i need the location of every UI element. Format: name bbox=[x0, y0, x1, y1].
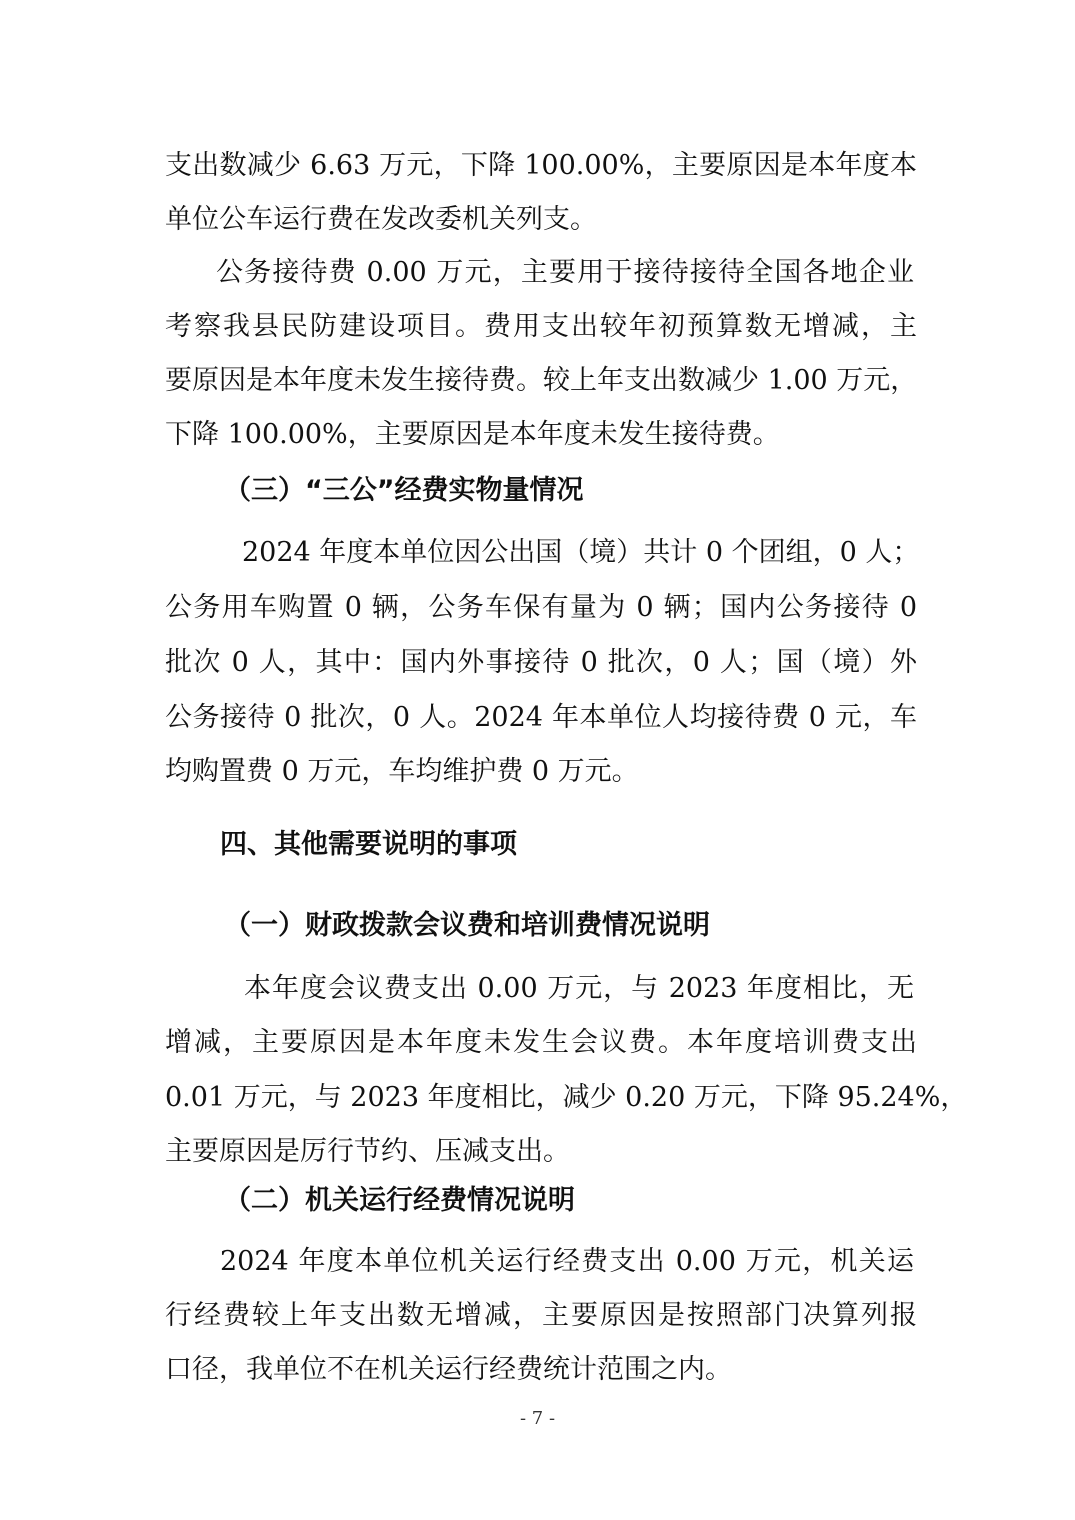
paragraph-line: 单位公车运行费在发改委机关列支。 bbox=[165, 204, 597, 235]
section-heading: （一）财政拨款会议费和培训费情况说明 bbox=[224, 910, 710, 941]
page-number: - 7 - bbox=[519, 1408, 556, 1429]
paragraph-line: 公务用车购置 0 辆，公务车保有量为 0 辆；国内公务接待 0 bbox=[165, 592, 917, 623]
chapter-heading: 四、其他需要说明的事项 bbox=[220, 829, 517, 860]
section-heading: （二）机关运行经费情况说明 bbox=[224, 1185, 575, 1216]
paragraph-line: 支出数减少 6.63 万元，下降 100.00%，主要原因是本年度本 bbox=[165, 150, 917, 181]
paragraph-line: 2024 年度本单位因公出国（境）共计 0 个团组，0 人； bbox=[242, 537, 920, 568]
paragraph-line: 公务接待 0 批次，0 人。2024 年本单位人均接待费 0 元，车 bbox=[165, 702, 917, 733]
paragraph-line: 主要原因是厉行节约、压减支出。 bbox=[165, 1136, 570, 1167]
paragraph-line: 考察我县民防建设项目。费用支出较年初预算数无增减，主 bbox=[165, 311, 917, 342]
paragraph-line: 下降 100.00%，主要原因是本年度未发生接待费。 bbox=[165, 419, 780, 450]
paragraph-line: 行经费较上年支出数无增减，主要原因是按照部门决算列报 bbox=[165, 1300, 917, 1331]
paragraph-line: 口径，我单位不在机关运行经费统计范围之内。 bbox=[165, 1354, 732, 1385]
paragraph-line: 公务接待费 0.00 万元，主要用于接待接待全国各地企业 bbox=[216, 257, 914, 288]
section-heading: （三）“三公”经费实物量情况 bbox=[224, 475, 584, 506]
paragraph-line: 批次 0 人，其中：国内外事接待 0 批次，0 人；国（境）外 bbox=[165, 647, 917, 678]
paragraph-line: 要原因是本年度未发生接待费。较上年支出数减少 1.00 万元， bbox=[165, 365, 918, 396]
paragraph-line: 本年度会议费支出 0.00 万元，与 2023 年度相比，无 bbox=[244, 973, 914, 1004]
paragraph-line: 均购置费 0 万元，车均维护费 0 万元。 bbox=[165, 756, 639, 787]
paragraph-line: 2024 年度本单位机关运行经费支出 0.00 万元，机关运 bbox=[220, 1246, 914, 1277]
paragraph-line: 0.01 万元，与 2023 年度相比，减少 0.20 万元，下降 95.24%， bbox=[165, 1082, 968, 1113]
paragraph-line: 增减，主要原因是本年度未发生会议费。本年度培训费支出 bbox=[165, 1027, 917, 1058]
